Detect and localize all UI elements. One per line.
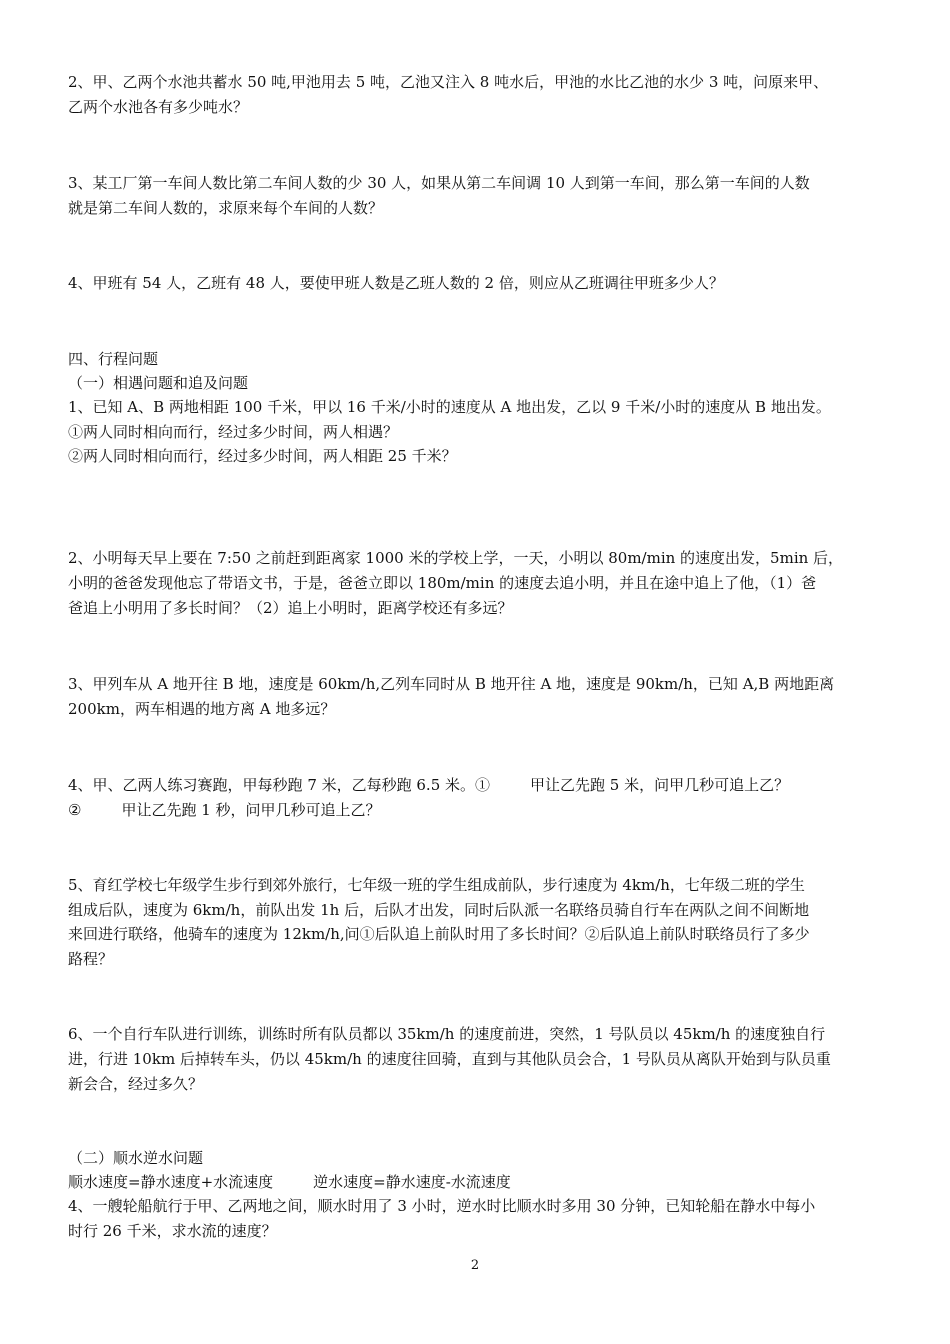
travel-q4-line-1 bbox=[68, 773, 888, 797]
travel-q4-line-2-start: ② bbox=[68, 801, 82, 819]
water-q4-line-1: 4、一艘轮船航行于甲、乙两地之间，顺水时用了 3 小时，逆水时比顺水时多用 30 分钟，已知轮船在静水中每小 bbox=[68, 1197, 816, 1215]
travel-q6-line-3: 新会合，经过多久？ bbox=[68, 1075, 204, 1093]
travel-q2-line-3: 爸追上小明用了多长时间？（2）追上小明时，距离学校还有多远？ bbox=[68, 599, 513, 617]
travel-q5-line-2: 组成后队，速度为 6km/h，前队出发 1h 后，后队才出发，同时后队派一名联络员骑自行车在两队之间不间断地 bbox=[68, 901, 810, 919]
travel-q5-line-3: 来回进行联络，他骑车的速度为 12km/h,问①后队追上前队时用了多长时间？②后队追上前队时联络员行了多少 bbox=[68, 925, 810, 943]
travel-q3-line-2: 200km，两车相遇的地方离 A 地多远？ bbox=[68, 700, 336, 718]
travel-q2-line-1: 2、小明每天早上要在 7:50 之前赶到距离家 1000 米的学校上学，一天，小明以 80m/min 的速度出发，5min 后， bbox=[68, 549, 844, 567]
travel-q1-line-3: ②两人同时相向而行，经过多少时间，两人相距 25 千米？ bbox=[68, 447, 457, 465]
travel-q1-line-1: 1、已知 A、B 两地相距 100 千米，甲以 16 千米/小时的速度从 A 地出发，乙以 9 千米/小时的速度从 B 地出发。 bbox=[68, 398, 831, 416]
page-number: 2 bbox=[470, 1258, 480, 1273]
travel-q2-line-2: 小明的爸爸发现他忘了带语文书，于是，爸爸立即以 180m/min 的速度去追小明，并且在途中追上了他，（1）爸 bbox=[68, 574, 817, 592]
question-4: 4、甲班有 54 人，乙班有 48 人，要使甲班人数是乙班人数的 2 倍，则应从乙班调往甲班多少人？ bbox=[68, 274, 724, 292]
travel-q3-line-1: 3、甲列车从 A 地开往 B 地，速度是 60km/h,乙列车同时从 B 地开往 A 地，速度是 90km/h，已知 A,B 两地距离 bbox=[68, 675, 835, 693]
upstream-formula: 逆水速度=静水速度-水流速度 bbox=[313, 1173, 511, 1191]
subsection-title-1: （一）相遇问题和追及问题 bbox=[68, 374, 249, 392]
travel-q6-line-1: 6、一个自行车队进行训练，训练时所有队员都以 35km/h 的速度前进，突然，1 号队员以 45km/h 的速度独自行 bbox=[68, 1025, 826, 1043]
section-title: 四、行程问题 bbox=[68, 350, 159, 368]
travel-q6-line-2: 进，行进 10km 后掉转车头，仍以 45km/h 的速度往回骑，直到与其他队员会合，1 号队员从离队开始到与队员重 bbox=[68, 1050, 831, 1068]
question-3-line-1: 3、某工厂第一车间人数比第二车间人数的少 30 人，如果从第二车间调 10 人到第一车间，那么第一车间的人数 bbox=[68, 174, 810, 192]
question-2-line-1: 2、甲、乙两个水池共蓄水 50 吨,甲池用去 5 吨，乙池又注入 8 吨水后，甲池的水比乙池的水少 3 吨，问原来甲、 bbox=[68, 73, 829, 91]
travel-q5-line-1: 5、育红学校七年级学生步行到郊外旅行，七年级一班的学生组成前队，步行速度为 4km/h，七年级二班的学生 bbox=[68, 876, 805, 894]
travel-q4-line-1-end: 甲让乙先跑 5 米，问甲几秒可追上乙？ bbox=[530, 776, 790, 794]
subsection-title-2: （二）顺水逆水问题 bbox=[68, 1149, 204, 1167]
question-2-line-2: 乙两个水池各有多少吨水？ bbox=[68, 98, 249, 116]
question-3-line-2: 就是第二车间人数的，求原来每个车间的人数？ bbox=[68, 199, 384, 217]
travel-q5-line-4: 路程？ bbox=[68, 950, 114, 968]
travel-q4-line-2-end: 甲让乙先跑 1 秒，问甲几秒可追上乙？ bbox=[121, 801, 381, 819]
water-q4-line-2: 时行 26 千米，求水流的速度？ bbox=[68, 1222, 277, 1240]
downstream-formula: 顺水速度=静水速度+水流速度 bbox=[68, 1173, 274, 1191]
travel-q4-line-1-start: 4、甲、乙两人练习赛跑，甲每秒跑 7 米，乙每秒跑 6.5 米。① bbox=[68, 776, 491, 794]
travel-q4-line-2 bbox=[68, 798, 888, 822]
formula-line bbox=[68, 1170, 888, 1194]
travel-q1-line-2: ①两人同时相向而行，经过多少时间，两人相遇？ bbox=[68, 423, 399, 441]
